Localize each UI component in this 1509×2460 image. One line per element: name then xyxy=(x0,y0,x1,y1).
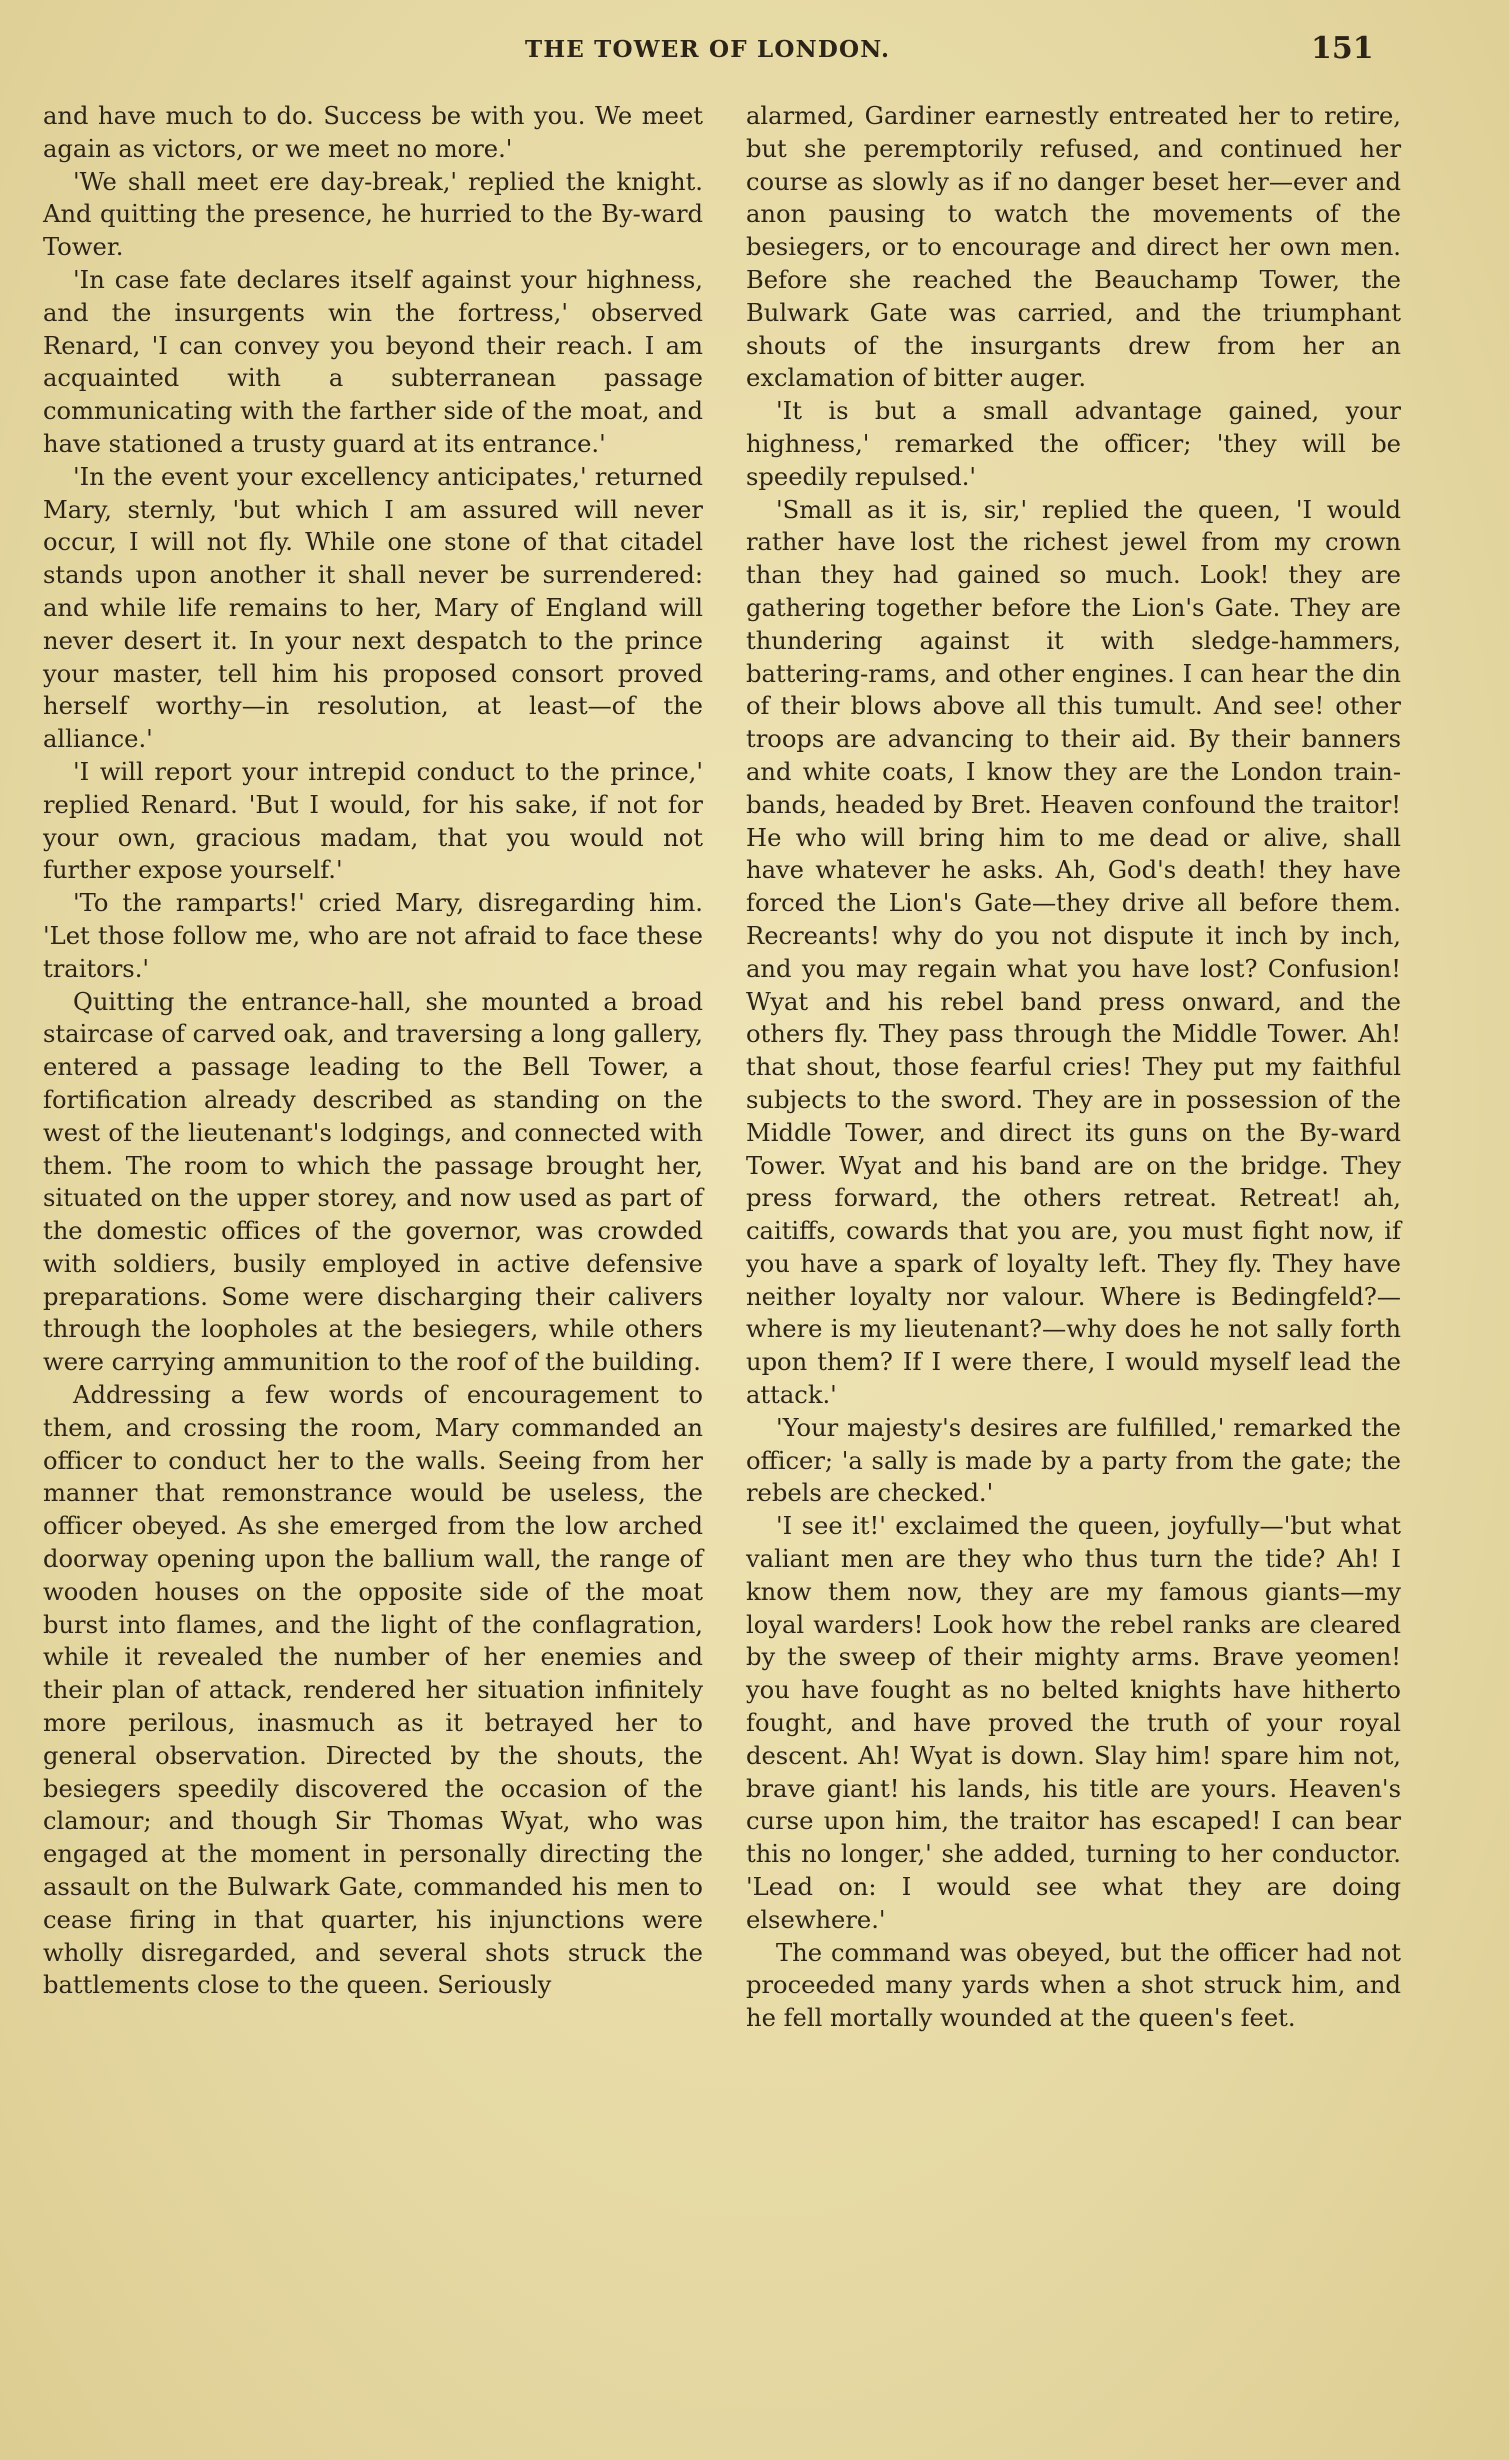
paragraph: Addressing a few words of encouragement to them, and crossing the room, Mary commanded an officer to conduct her to the walls. Seeing from her manner that remonstrance would be useless, the officer obeyed. As she emerged from the low arched doorway opening upon the ballium wall, the range of wooden houses on the opposite side of the moat burst into flames, and the light of the conflagration, while it revealed the number of her enemies and their plan of attack, rendered her situation infinitely more perilous, inasmuch as it betrayed her to general observation. Directed by the shouts, the besiegers speedily discovered the occasion of the clamour; and though Sir Thomas Wyat, who was engaged at the moment in personally directing the assault on the Bulwark Gate, commanded his men to cease firing in that quarter, his injunctions were wholly disregarded, and several shots struck the battlements close to the queen. Seriously xyxy=(43,1381,703,2000)
left-column xyxy=(43,100,703,2002)
paragraph: Quitting the entrance-hall, she mounted a broad staircase of carved oak, and traversing a long gallery, entered a passage leading to the Bell Tower, a fortification already described as standing on the west of the lieutenant's lodgings, and connected with them. The room to which the passage brought her, situated on the upper storey, and now used as part of the domestic offices of the governor, was crowded with soldiers, busily employed in active defensive preparations. Some were discharging their calivers through the loopholes at the besiegers, while others were carrying ammunition to the roof of the building. xyxy=(43,987,703,1377)
page-number: 151 xyxy=(1311,31,1374,66)
paragraph: The command was obeyed, but the officer had not proceeded many yards when a shot struck him, and he fell mortally wounded at the queen's feet. xyxy=(746,1938,1401,2033)
paragraph: 'Your majesty's desires are fulfilled,' remarked the officer; 'a sally is made by a party from the gate; the rebels are checked.' xyxy=(746,1413,1401,1508)
paragraph: 'Small as it is, sir,' replied the queen, 'I would rather have lost the richest jewel from my crown than they had gained so much. Look! they are gathering together before the Lion's Gate. They are thundering against it with sledge-hammers, battering-rams, and other engines. I can hear the din of their blows above all this tumult. And see! other troops are advancing to their aid. By their banners and white coats, I know they are the London train-bands, headed by Bret. Heaven confound the traitor! He who will bring him to me dead or alive, shall have whatever he asks. Ah, God's death! they have forced the Lion's Gate—they drive all before them. Recreants! why do you not dispute it inch by inch, and you may regain what you have lost? Confusion! Wyat and his rebel band press onward, and the others fly. They pass through the Middle Tower. Ah! that shout, those fearful cries! They put my faithful subjects to the sword. They are in possession of the Middle Tower, and direct its guns on the By-ward Tower. Wyat and his band are on the bridge. They press forward, the others retreat. Retreat! ah, caitiffs, cowards that you are, you must fight now, if you have a spark of loyalty left. They fly. They have neither loyalty nor valour. Where is Bedingfeld?—where is my lieutenant?—why does he not sally forth upon them? If I were there, I would myself lead the attack.' xyxy=(746,495,1401,1410)
paragraph: alarmed, Gardiner earnestly entreated her to retire, but she peremptorily refused, and continued her course as slowly as if no danger beset her—ever and anon pausing to watch the movements of the besiegers, or to encourage and direct her own men. Before she reached the Beauchamp Tower, the Bulwark Gate was carried, and the triumphant shouts of the insurgants drew from her an exclamation of bitter auger. xyxy=(746,102,1401,393)
paragraph: 'I see it!' exclaimed the queen, joyfully—'but what valiant men are they who thus turn the tide? Ah! I know them now, they are my famous giants—my loyal warders! Look how the rebel ranks are cleared by the sweep of their mighty arms. Brave yeomen! you have fought as no belted knights have hitherto fought, and have proved the truth of your royal descent. Ah! Wyat is down. Slay him! spare him not, brave giant! his lands, his title are yours. Heaven's curse upon him, the traitor has escaped! I can bear this no longer,' she added, turning to her conductor. 'Lead on: I would see what they are doing elsewhere.' xyxy=(746,1512,1401,1934)
right-column xyxy=(746,100,1401,2035)
paragraph: 'In case fate declares itself against your highness, and the insurgents win the fortress,' observed Renard, 'I can convey you beyond their reach. I am acquainted with a subterranean passage communicating with the farther side of the moat, and have stationed a trusty guard at its entrance.' xyxy=(43,265,703,458)
paragraph: 'In the event your excellency anticipates,' returned Mary, sternly, 'but which I am assured will never occur, I will not fly. While one stone of that citadel stands upon another it shall never be surrendered: and while life remains to her, Mary of England will never desert it. In your next despatch to the prince your master, tell him his proposed consort proved herself worthy—in resolution, at least—of the alliance.' xyxy=(43,462,703,754)
page-header xyxy=(0,30,1509,70)
paragraph: 'We shall meet ere day-break,' replied the knight. And quitting the presence, he hurried to the By-ward Tower. xyxy=(43,167,703,262)
paragraph: 'It is but a small advantage gained, your highness,' remarked the officer; 'they will be speedily repulsed.' xyxy=(746,397,1401,491)
paragraph: 'I will report your intrepid conduct to the prince,' replied Renard. 'But I would, for his sake, if not for your own, gracious madam, that you would not further expose yourself.' xyxy=(43,757,703,885)
paragraph: and have much to do. Success be with you. We meet again as victors, or we meet no more.' xyxy=(43,102,703,163)
paragraph: 'To the ramparts!' cried Mary, disregarding him. 'Let those follow me, who are not afraid to face these traitors.' xyxy=(43,889,703,983)
running-title: THE TOWER OF LONDON. xyxy=(525,36,891,63)
